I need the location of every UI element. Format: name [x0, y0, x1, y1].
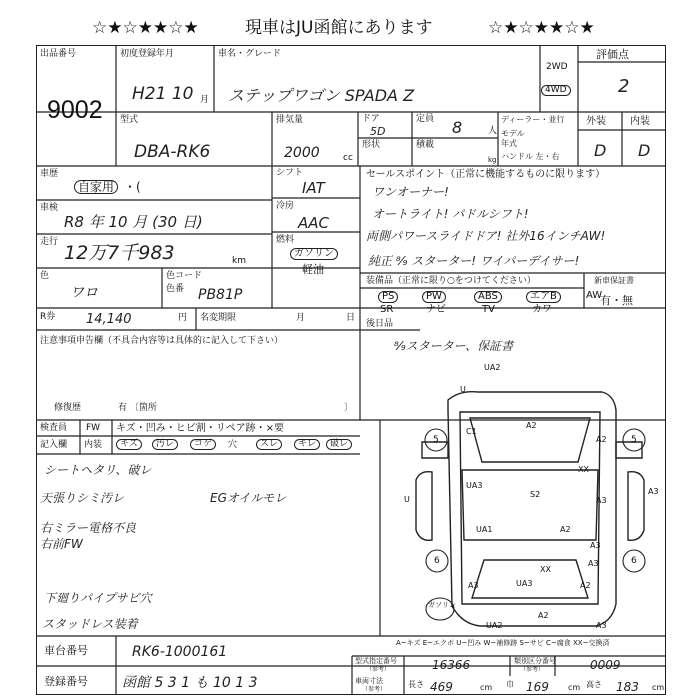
drive-2wd: 2WD — [546, 62, 568, 72]
interior-score: D — [638, 141, 651, 160]
recycle-value: 14,140 — [86, 312, 132, 327]
dealer-label: ディーラー・並行 — [501, 115, 565, 124]
mark-ua2-top: UA2 — [484, 363, 501, 372]
class-label: 類別区分番号 — [514, 657, 556, 665]
inspection-label: 車検 — [40, 203, 59, 213]
interior-label: 内装 — [630, 116, 650, 127]
selling-label: セールスポイント（正常に機能するものに限ります） — [366, 169, 606, 180]
fw-label: FW — [86, 423, 101, 433]
chassis-label: 車台番号 — [44, 644, 88, 657]
repair-close: 〕 — [344, 403, 354, 413]
equipment-label: 装備品（正常に限り○をつけてください） — [366, 276, 536, 286]
mark-5-left: 5 — [433, 435, 439, 445]
inner-hole: 穴 — [228, 440, 238, 450]
after-label: 後日品 — [366, 319, 394, 329]
type-value: 16366 — [432, 658, 471, 672]
shape-label: 形状 — [362, 140, 381, 150]
mark-a3-r2: A3 — [590, 541, 601, 550]
model-value: DBA-RK6 — [134, 142, 211, 162]
after-value: ⁸⁄₉スターター、保証書 — [394, 339, 514, 353]
model-label: 型式 — [120, 115, 139, 125]
length-label: 長さ — [408, 680, 424, 689]
fuel-label: 燃料 — [276, 235, 295, 245]
load-unit: kg — [488, 156, 497, 164]
load-label: 積載 — [416, 140, 435, 150]
model-year-label: モデル — [501, 129, 525, 138]
remark-1: シートヘタリ、破レ — [44, 463, 152, 477]
mark-a3-r1: A3 — [596, 496, 607, 505]
drive-4wd: 4WD — [541, 85, 571, 96]
usage-label: 車歴 — [40, 169, 59, 179]
inner-dirt: 汚レ — [152, 439, 178, 450]
inspector-label: 検査員 — [40, 423, 68, 433]
entry-label: 記入欄 — [40, 440, 68, 450]
width-value: 169 — [526, 680, 549, 694]
equip-tv: TV — [482, 304, 495, 315]
equip-leather: カワ — [532, 304, 552, 315]
inner-rub: スレ — [256, 439, 282, 450]
remark-3: EGオイルモレ — [210, 491, 287, 505]
equip-aw: AW — [586, 290, 603, 301]
score-value: 2 — [618, 76, 630, 97]
mark-a2-right: A2 — [596, 435, 607, 444]
remark-6: 下廻りパイプサビ穴 — [44, 591, 152, 605]
doors-label: ドア — [362, 114, 380, 124]
aircon-value: AAC — [298, 214, 329, 232]
year-label: 年式 — [501, 139, 517, 148]
displacement-label: 排気量 — [276, 115, 304, 125]
doors-value: 5D — [370, 125, 386, 138]
capacity-label: 定員 — [416, 114, 435, 124]
exterior-label: 外装 — [586, 116, 606, 127]
header-stars-right: ☆★☆★★☆★ — [488, 18, 595, 38]
mark-a3-bl: A3 — [468, 581, 479, 590]
mark-a2-bottom: A2 — [538, 611, 549, 620]
mark-a2-top: A2 — [526, 421, 537, 430]
aircon-label: 冷房 — [276, 201, 295, 211]
capacity-value: 8 — [452, 118, 463, 137]
warranty-value: 有・無 — [600, 294, 633, 307]
shift-label: シフト — [276, 168, 304, 178]
capacity-unit: 人 — [488, 126, 498, 136]
chassis-value: RK6-1000161 — [132, 644, 228, 660]
class-sub: （参考） — [520, 666, 545, 673]
store-label: 登録番号 — [44, 675, 88, 688]
exterior-score: D — [594, 141, 607, 160]
recycle-unit: 円 — [178, 313, 188, 323]
header-title: 現車はJU函館にあります — [245, 18, 433, 38]
expiry-day: 日 — [346, 313, 356, 323]
color-label: 色 — [40, 271, 50, 281]
selling-line-4: 純正 ⁸⁄₉ スターター! ワイパーデイサー! — [368, 254, 580, 268]
score-label: 評価点 — [596, 48, 629, 61]
mark-c1: C1 — [466, 427, 477, 436]
mark-a3-bottom: A3 — [596, 621, 607, 630]
inner-burn: コゲ — [190, 439, 216, 450]
class-value: 0009 — [590, 658, 621, 672]
recycle-label: R券 — [40, 312, 56, 322]
handle-label: ハンドル 左・右 — [501, 152, 560, 161]
size-label: 車両寸法 — [355, 677, 383, 685]
expiry-month: 月 — [296, 313, 306, 323]
mileage-unit: km — [232, 256, 246, 266]
mark-5-right: 5 — [631, 435, 637, 445]
warranty-label: 新車保証書 — [594, 276, 634, 285]
selling-line-1: ワンオーナー! — [372, 185, 449, 199]
shift-value: IAT — [302, 179, 325, 197]
height-label: 高さ — [586, 680, 602, 689]
mileage-value: 12万7千983 — [64, 242, 175, 264]
lot-label: 出品番号 — [40, 49, 77, 59]
mark-6-left: 6 — [434, 556, 440, 566]
mark-s2: S2 — [530, 490, 541, 499]
width-unit: cm — [568, 683, 581, 692]
mileage-label: 走行 — [40, 237, 59, 247]
mark-xx-1: XX — [578, 465, 589, 474]
height-unit: cm — [652, 683, 665, 692]
name-label: 車名・グレード — [218, 49, 282, 59]
equip-sr: SR — [380, 304, 394, 315]
inner-scratch: キズ — [116, 439, 142, 450]
equip-navi: ナビ — [426, 304, 446, 315]
remark-2: 天張りシミ汚レ — [40, 491, 125, 505]
name-value: ステップワゴン SPADA Z — [228, 86, 415, 105]
remark-7: スタッドレス装着 — [42, 617, 138, 631]
width-label: 巾 — [506, 680, 514, 689]
mark-u-left: U — [404, 495, 410, 504]
colorcode-value: PB81P — [198, 287, 243, 303]
header-stars-left: ☆★☆★★☆★ — [92, 18, 199, 38]
registration-label: 初度登録年月 — [120, 49, 175, 59]
mark-a3-lower: A3 — [588, 559, 599, 568]
mark-ua3-2: UA3 — [516, 579, 533, 588]
store-value: 函館 5 3 1 も 10 1 3 — [122, 675, 258, 691]
mark-xx-2: XX — [540, 565, 551, 574]
selling-line-3: 両側パワースライドドア! 社外16インチAW! — [366, 229, 606, 243]
registration-value: H21 10 — [132, 84, 194, 104]
equip-pw: PW — [422, 291, 446, 303]
diagram-legend: A~キズ E~エクボ U~凹み W~補修跡 S~サビ C~腐食 XX~交換済 — [396, 639, 610, 647]
repair-value: 有 〔箇所 — [118, 403, 157, 413]
length-unit: cm — [480, 683, 493, 692]
color-value: ワロ — [70, 285, 98, 301]
repair-label: 修復歴 — [54, 403, 82, 413]
color-number-label: 色番 — [166, 284, 185, 294]
mark-a3-far: A3 — [648, 487, 659, 496]
mark-a2-mid: A2 — [560, 525, 571, 534]
usage-value: 自家用 — [74, 180, 118, 194]
length-value: 469 — [430, 680, 453, 694]
remark-5: 右前FW — [40, 537, 83, 551]
displacement-unit: cc — [343, 153, 353, 163]
fuel-diesel: 軽油 — [302, 263, 324, 276]
type-sub: （参考） — [366, 666, 391, 673]
size-sub: （参考） — [362, 686, 387, 693]
notes-label: 注意事項申告欄（不具合内容等は具体的に記入して下さい） — [40, 336, 284, 346]
registration-month: 月 — [200, 95, 210, 105]
height-value: 183 — [616, 680, 639, 694]
inner-cut: キレ — [294, 439, 320, 450]
equip-airbag: エアB — [526, 291, 561, 303]
inner-tear: 破レ — [326, 439, 352, 450]
selling-line-2: オートライト! パドルシフト! — [372, 207, 529, 221]
type-label: 型式指定番号 — [355, 657, 397, 665]
usage-rest: ・( — [124, 180, 141, 194]
interior-check-label: 内装 — [84, 440, 103, 450]
mark-ua1: UA1 — [476, 525, 493, 534]
mark-6-right: 6 — [631, 556, 637, 566]
fuel-gasoline: ガソリン — [290, 248, 338, 260]
expiry-label: 名変期限 — [200, 313, 237, 323]
fuel-lid-note: ガソリン — [428, 601, 456, 609]
mark-ua2-bottom: UA2 — [486, 621, 503, 630]
inspection-value: R8 年 10 月 (30 日) — [64, 213, 203, 231]
colorcode-label: 色コード — [166, 271, 203, 281]
equip-abs: ABS — [474, 291, 502, 303]
fw-items: キズ・凹み・ヒビ割・リペア跡・×要 — [116, 423, 284, 434]
displacement-value: 2000 — [284, 145, 320, 161]
equip-ps: PS — [378, 291, 398, 303]
mark-a2-br: A2 — [580, 581, 591, 590]
mark-u-top: U — [460, 385, 466, 394]
lot-number: 9002 — [47, 96, 103, 124]
remark-4: 右ミラー電格不良 — [40, 521, 137, 535]
mark-ua3-1: UA3 — [466, 481, 483, 490]
